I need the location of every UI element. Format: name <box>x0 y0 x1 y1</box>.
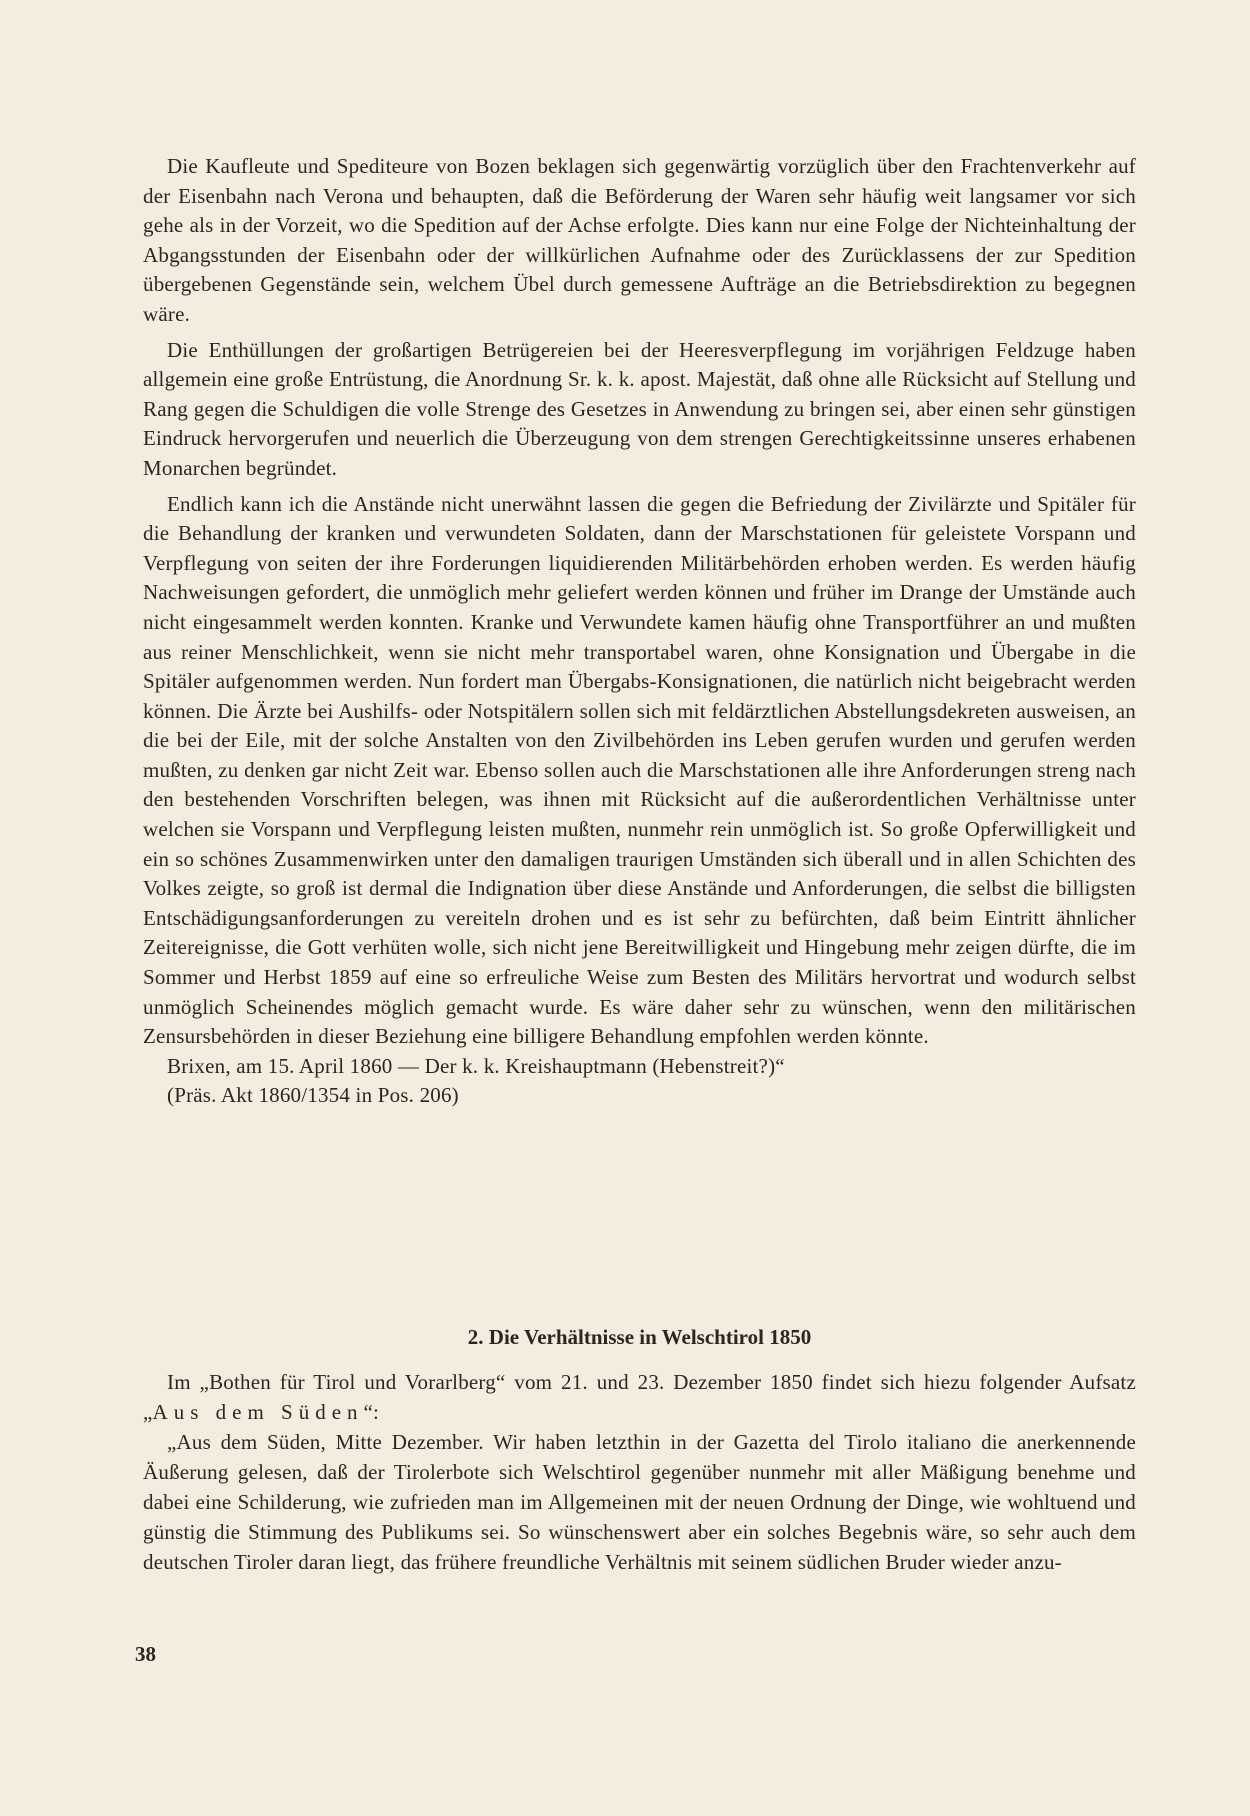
intro-spaced-title: Aus dem Süden <box>152 1400 364 1424</box>
paragraph-quote: „Aus dem Süden, Mitte Dezember. Wir haben letzthin in der Gazetta del Tirolo italiano die anerkennende Äußerung gelesen, daß der Tirolerbote sich Welschtirol gegenüber nunmehr mit aller Mäßigung benehme und dabei eine Schilderung, wie zufrieden man im Allgemeinen mit der neuen Ordnung der Dinge, wie wohltuend und günstig die Stimmung des Publikums sei. So wünschenswert aber ein solches Begebnis wäre, so sehr auch dem deutschen Tiroler daran liegt, das frühere freundliche Verhältnis mit seinem südlichen Bruder wieder anzu- <box>143 1430 1136 1574</box>
paragraph-intro <box>143 1367 1136 1427</box>
paragraph-freight: Die Kaufleute und Spediteure von Bozen beklagen sich gegenwärtig vorzüglich über den Frachtenverkehr auf der Eisenbahn nach Verona und behaupten, daß die Beförderung der Waren sehr häufig weit langsamer vor sich gehe als in der Vorzeit, wo die Spedition auf der Achse erfolgte. Dies kann nur eine Folge der Nichteinhaltung der Abgangsstunden der Eisenbahn oder der willkürlichen Aufnahme oder des Zurücklassens der zur Spedition übergebenen Gegenstände sein, welchem Übel durch gemessene Aufträge an die Betriebsdirektion zu begegnen wäre. <box>143 154 1136 326</box>
intro-end: “: <box>363 1400 380 1424</box>
body-text-section-1 <box>143 152 1136 1111</box>
paragraph-fraud: Die Enthüllungen der großartigen Betrügereien bei der Heeresverpflegung im vorjährigen Feldzuge haben allgemein eine große Entrüstung, die Anordnung Sr. k. k. apost. Majestät, daß ohne alle Rücksicht auf Stellung und Rang gegen die Schuldigen die volle Strenge des Gesetzes in Anwendung zu bringen sei, aber einen sehr günstigen Eindruck hervorgerufen und neuerlich die Überzeugung von dem strengen Gerechtigkeitssinne unseres erhabenen Monarchen begründet. <box>143 337 1136 480</box>
section-heading: 2. Die Verhältnisse in Welschtirol 1850 <box>467 1325 812 1349</box>
reference-line: (Präs. Akt 1860/1354 in Pos. 206) <box>167 1083 459 1108</box>
paragraph-hospitals: Endlich kann ich die Anstände nicht unerwähnt lassen die gegen die Befriedung der Zivilärzte und Spitäler für die Behandlung der kranken und verwundeten Soldaten, dann der Marschstationen für geleistete Vorspann und Verpflegung von seiten der ihre Forderungen liquidierenden Militärbehörden erhoben werden. Es werden häufig Nachweisungen gefordert, die unmöglich mehr geliefert werden können und früher im Drange der Umstände auch nicht eingesammelt werden konnten. Kranke und Verwundete kamen häufig ohne Transportführer an und mußten aus reiner Menschlichkeit, wenn sie nicht mehr transportabel waren, ohne Konsignation und Übergabe in die Spitäler aufgenommen werden. Nun fordert man Übergabs-Konsignationen, die natürlich nicht beigebracht werden können. Die Ärzte bei Aushilfs- oder Notspitälern sollen sich mit feldärztlichen Abstellungsdekreten ausweisen, an die bei der Eile, mit der solche Anstalten von den Zivilbehörden ins Leben gerufen wurden und gerufen werden mußten, zu denken gar nicht Zeit war. Ebenso sollen auch die Marschstationen alle ihre Anforderungen streng nach den bestehenden Vorschriften belegen, was ihnen mit Rücksicht auf die außerordentlichen Verhältnisse unter welchen sie Vorspann und Verpflegung leisten mußten, nunmehr rein unmöglich ist. So große Opferwilligkeit und ein so schönes Zusammenwirken unter den damaligen traurigen Umständen sich überall und in allen Schichten des Volkes zeigte, so groß ist dermal die Indignation über diese Anstände und Anforderungen, die selbst die billigsten Entschädigungsanforderungen zu vereiteln drohen und es ist sehr zu befürchten, daß beim Eintritt ähnlicher Zeitereignisse, die Gott verhüten wolle, sich nicht jene Bereitwilligkeit und Hingebung mehr zeigen dürfte, die im Sommer und Herbst 1859 auf eine so erfreuliche Weise zum Besten des Militärs hervortrat und wodurch selbst unmöglich Scheinendes möglich gemacht wurde. Es wäre daher sehr zu wünschen, wenn den militärischen Zensursbehörden in dieser Beziehung eine billigere Behandlung empfohlen werden könnte. <box>143 491 1136 1049</box>
body-text-section-2 <box>143 1367 1136 1577</box>
intro-text: Im „Bothen für Tirol und Vorarlberg“ vom 21. und 23. Dezember 1850 findet sich hiezu folgender Aufsatz „ <box>143 1370 1136 1424</box>
signature-line: Brixen, am 15. April 1860 — Der k. k. Kreishauptmann (Hebenstreit?)“ <box>167 1053 785 1078</box>
page-number: 38 <box>135 1642 156 1666</box>
